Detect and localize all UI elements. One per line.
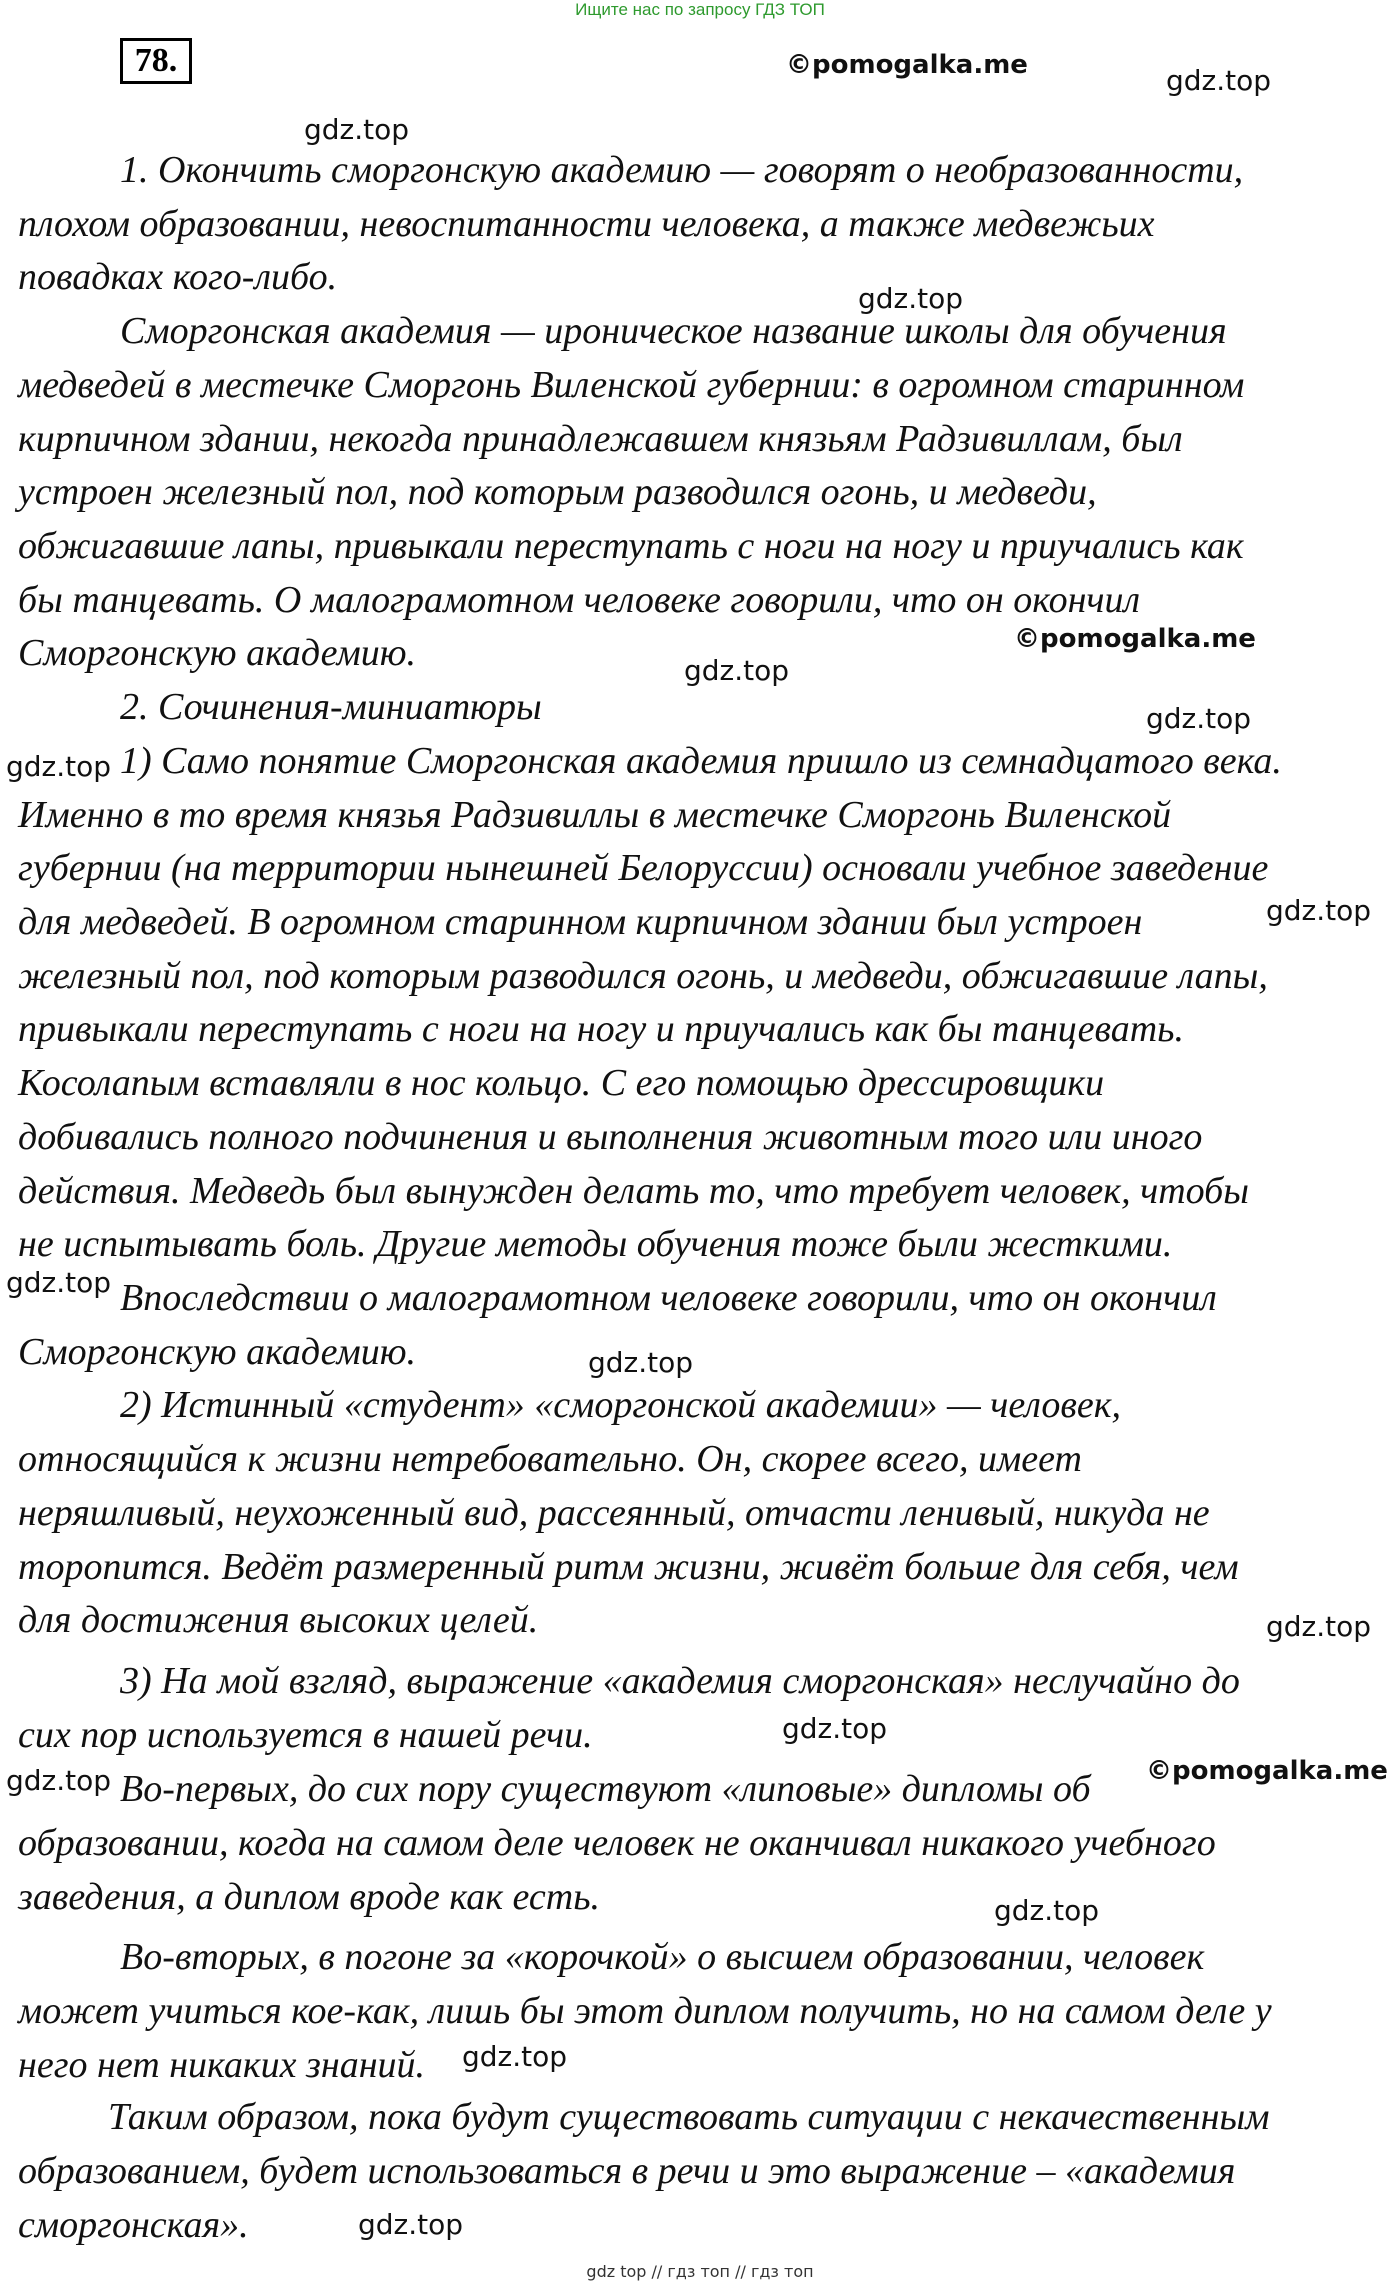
exercise-number: 78. [120,38,192,84]
text-line: 1. Окончить сморгонскую академию — говорят о необразованности, [120,149,1244,191]
text-line: Косолапым вставляли в нос кольцо. С его помощью дрессировщики [18,1062,1105,1104]
text-line: для медведей. В огромном старинном кирпичном здании был устроен [18,901,1143,943]
watermark-gdz: gdz.top [1166,64,1272,97]
text-line: действия. Медведь был вынужден делать то, что требует человек, чтобы [18,1170,1249,1212]
text-line: относящийся к жизни нетребовательно. Он, скорее всего, имеет [18,1438,1082,1480]
watermark-gdz: gdz.top [304,113,410,146]
text-line: повадках кого-либо. [18,256,338,298]
text-line: Таким образом, пока будут существовать ситуации с некачественным [108,2096,1270,2138]
text-line: Именно в то время князья Радзивиллы в местечке Сморгонь Виленской [18,794,1172,836]
watermark-gdz: gdz.top [858,282,964,315]
text-line: Сморгонскую академию. [18,1331,417,1373]
watermark-pomogalka: ©pomogalka.me [1014,624,1256,654]
watermark-pomogalka: ©pomogalka.me [1146,1756,1388,1786]
top-banner: Ищите нас по запросу ГДЗ ТОП [575,0,825,19]
text-line: плохом образовании, невоспитанности человека, а также медвежьих [18,203,1155,245]
watermark-gdz: gdz.top [6,1764,112,1797]
text-line: Сморгонская академия — ироническое название школы для обучения [120,310,1227,352]
text-line: обжигавшие лапы, привыкали переступать с ноги на ногу и приучались как [18,525,1244,567]
text-line: железный пол, под которым разводился огонь, и медведи, обжигавшие лапы, [18,955,1268,997]
text-line: привыкали переступать с ноги на ногу и приучались как бы танцевать. [18,1008,1184,1050]
footer-links: gdz top // гдз топ // гдз топ [586,2262,814,2281]
watermark-pomogalka: ©pomogalka.me [786,50,1028,80]
text-line: медведей в местечке Сморгонь Виленской губернии: в огромном старинном [18,364,1245,406]
text-line: неряшливый, неухоженный вид, рассеянный, отчасти ленивый, никуда не [18,1492,1210,1534]
text-line: для достижения высоких целей. [18,1599,539,1641]
text-line: 2. Сочинения-миниатюры [120,686,542,728]
text-line: кирпичном здании, некогда принадлежавшем князьям Радзивиллам, был [18,418,1183,460]
text-line: 1) Само понятие Сморгонская академия пришло из семнадцатого века. [120,740,1282,782]
watermark-gdz: gdz.top [684,654,790,687]
text-line: Во-вторых, в погоне за «корочкой» о высшем образовании, человек [120,1936,1205,1978]
text-line: него нет никаких знаний. [18,2044,426,2086]
text-line: образованием, будет использоваться в речи и это выражение – «академия [18,2150,1236,2192]
text-line: губернии (на территории нынешней Белоруссии) основали учебное заведение [18,847,1269,889]
watermark-gdz: gdz.top [782,1712,888,1745]
text-line: может учиться кое-как, лишь бы этот диплом получить, но на самом деле у [18,1990,1272,2032]
watermark-gdz: gdz.top [462,2040,568,2073]
text-line: Сморгонскую академию. [18,632,417,674]
text-line: Впоследствии о малограмотном человеке говорили, что он окончил [120,1277,1217,1319]
text-line: заведения, а диплом вроде как есть. [18,1876,600,1918]
text-line: образовании, когда на самом деле человек не оканчивал никакого учебного [18,1822,1216,1864]
text-line: торопится. Ведёт размеренный ритм жизни, живёт больше для себя, чем [18,1546,1239,1588]
text-line: 2) Истинный «студент» «сморгонской академии» — человек, [120,1384,1121,1426]
watermark-gdz: gdz.top [1146,702,1252,735]
text-line: сих пор используется в нашей речи. [18,1714,593,1756]
watermark-gdz: gdz.top [358,2208,464,2241]
text-line: бы танцевать. О малограмотном человеке говорили, что он окончил [18,579,1141,621]
watermark-gdz: gdz.top [994,1894,1100,1927]
text-line: устроен железный пол, под которым разводился огонь, и медведи, [18,471,1097,513]
text-line: добивались полного подчинения и выполнения животным того или иного [18,1116,1203,1158]
watermark-gdz: gdz.top [588,1346,694,1379]
watermark-gdz: gdz.top [1266,1610,1372,1643]
text-line: 3) На мой взгляд, выражение «академия сморгонская» неслучайно до [120,1660,1240,1702]
text-line: сморгонская». [18,2204,249,2246]
watermark-gdz: gdz.top [6,750,112,783]
text-line: Во-первых, до сих пору существуют «липовые» дипломы об [120,1768,1091,1810]
watermark-gdz: gdz.top [6,1266,112,1299]
text-line: не испытывать боль. Другие методы обучения тоже были жесткими. [18,1223,1173,1265]
watermark-gdz: gdz.top [1266,894,1372,927]
